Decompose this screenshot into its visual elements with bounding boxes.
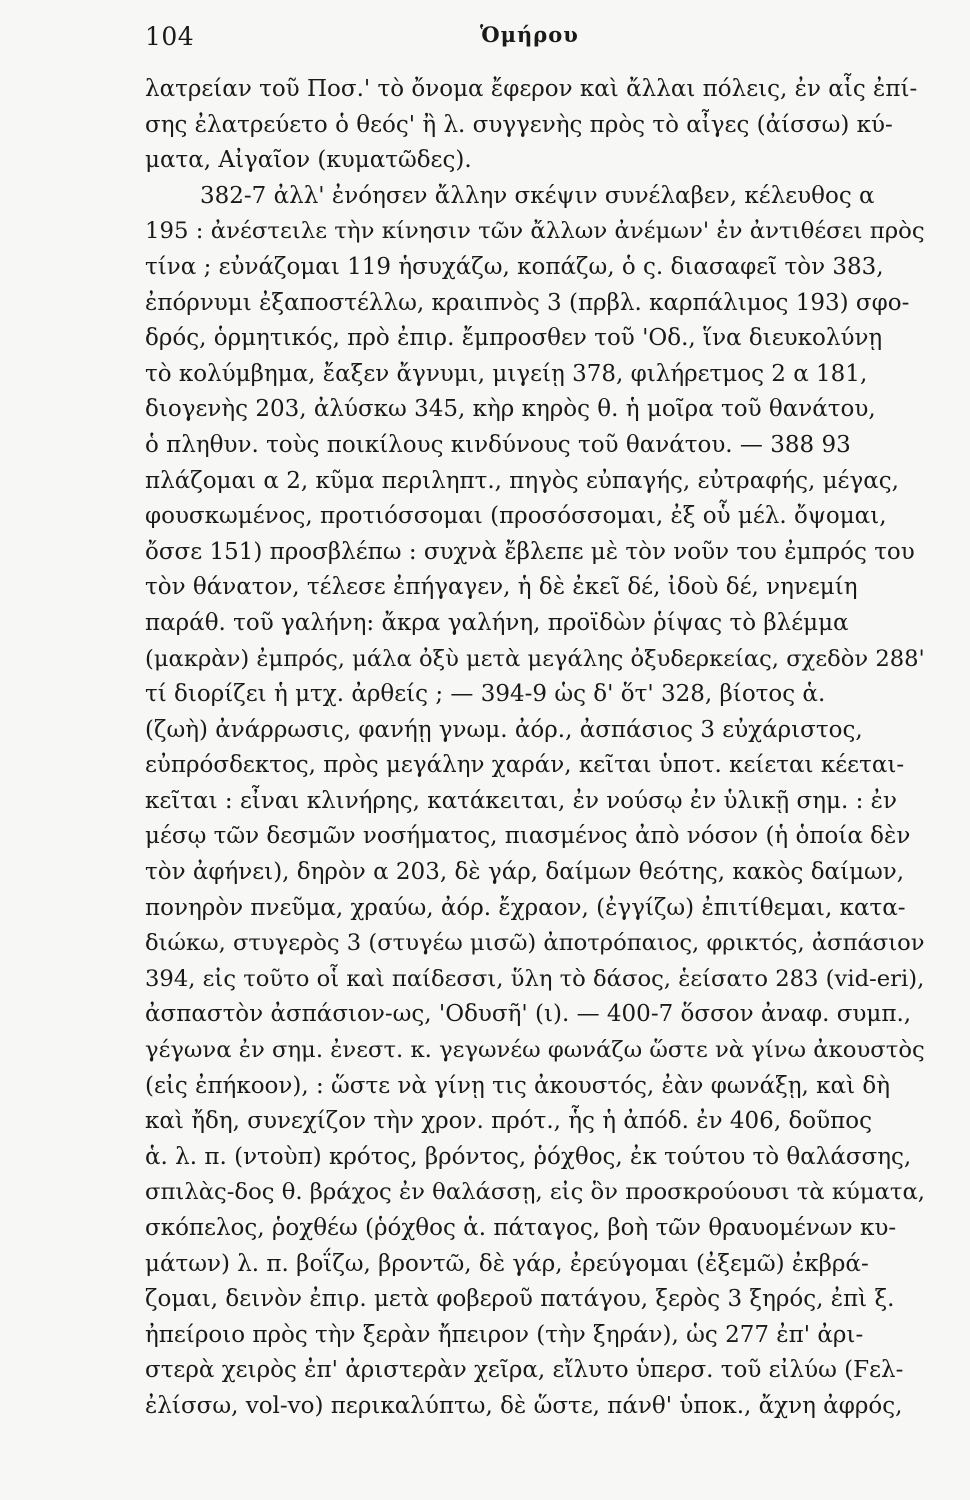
text-line: ἐλίσσω, vol-vo) περικαλύπτω, δὲ ὥστε, πάνθ' ὑποκ., ἄχνη ἀφρός,: [145, 1392, 903, 1419]
page-number: 104: [145, 22, 195, 51]
text-line: γέγωνα ἐν σημ. ἐνεστ. κ. γεγωνέω φωνάζω ὥστε νὰ γίνω ἀκουστὸς: [145, 1037, 925, 1064]
text-line: τὸ κολύμβημα, ἔαξεν ἄγνυμι, μιγείῃ 378, φιλήρετμος 2 α 181,: [145, 360, 868, 387]
text-line: διώκω, στυγερὸς 3 (στυγέω μισῶ) ἀποτρόπαιος, φρικτός, ἀσπάσιον: [145, 930, 925, 957]
text-line: ὄσσε 151) προσβλέπω : συχνὰ ἔβλεπε μὲ τὸν νοῦν του ἐμπρός του: [145, 538, 915, 565]
text-line: φουσκωμένος, προτιόσσομαι (προσόσσομαι, ἐξ οὗ μέλ. ὄψομαι,: [145, 503, 887, 530]
text-line: 394, εἰς τοῦτο οἷ καὶ παίδεσσι, ὕλη τὸ δάσος, ἑείσατο 283 (vid-eri),: [145, 965, 925, 992]
text-line: 195 : ἀνέστειλε τὴν κίνησιν τῶν ἄλλων ἀνέμων' ἐν ἀντιθέσει πρὸς: [145, 218, 925, 245]
text-line: ἁ. λ. π. (ντοὺπ) κρότος, βρόντος, ῥόχθος, ἐκ τούτου τὸ θαλάσσης,: [145, 1143, 912, 1170]
text-line: πλάζομαι α 2, κῦμα περιληπτ., πηγὸς εὐπαγής, εὐτραφής, μέγας,: [145, 467, 899, 494]
commentary-text: [145, 72, 925, 1425]
text-line: τὸν θάνατον, τέλεσε ἐπήγαγεν, ἡ δὲ ἐκεῖ δέ, ἰδοὺ δέ, νηνεμίη: [145, 574, 858, 601]
text-line: παράθ. τοῦ γαλήνη: ἄκρα γαλήνη, προϊδὼν ῥίψας τὸ βλέμμα: [145, 609, 849, 636]
text-line: τίνα ; εὐνάζομαι 119 ἡσυχάζω, κοπάζω, ὁ ς. διασαφεῖ τὸν 383,: [145, 253, 884, 280]
text-line: λατρείαν τοῦ Ποσ.' τὸ ὄνομα ἔφερον καὶ ἄλλαι πόλεις, ἐν αἷς ἐπί-: [145, 76, 918, 102]
text-line: μέσῳ τῶν δεσμῶν νοσήματος, πιασμένος ἀπὸ νόσον (ἡ ὁποία δὲν: [145, 823, 911, 850]
text-line: ἀσπαστὸν ἀσπάσιον-ως, 'Οδυσῆ' (ι). — 400-7 ὅσσον ἀναφ. συμπ.,: [145, 1001, 912, 1028]
text-line: διογενὴς 203, ἀλύσκω 345, κὴρ κηρὸς θ. ἡ μοῖρα τοῦ θανάτου,: [145, 396, 876, 423]
text-line: (ζωὴ) ἀνάρρωσις, φανήῃ γνωμ. ἀόρ., ἀσπάσιος 3 εὐχάριστος,: [145, 716, 863, 743]
page-header: [145, 22, 895, 52]
running-title: Ὁμήρου: [480, 22, 579, 47]
text-line: ἐπόρνυμι ἐξαποστέλλω, κραιπνὸς 3 (πρβλ. καρπάλιμος 193) σφο-: [145, 289, 910, 316]
text-line: δρός, ὁρμητικός, πρὸ ἐπιρ. ἔμπροσθεν τοῦ 'Οδ., ἵνα διευκολύνῃ: [145, 325, 883, 352]
text-line: ὁ πληθυν. τοὺς ποικίλους κινδύνους τοῦ θανάτου. — 388 93: [145, 431, 851, 458]
text-line: 382-7 ἀλλ' ἐνόησεν ἄλλην σκέψιν συνέλαβεν, κέλευθος α: [200, 182, 875, 209]
text-line: καὶ ἤδη, συνεχίζον τὴν χρον. πρότ., ἧς ἡ ἀπόδ. ἐν 406, δοῦπος: [145, 1108, 872, 1135]
text-line: σπιλὰς-δος θ. βράχος ἐν θαλάσσῃ, εἰς ὃν προσκρούουσι τὰ κύματα,: [145, 1179, 925, 1206]
text-line: κεῖται : εἶναι κλινήρης, κατάκειται, ἐν νούσῳ ἐν ὑλικῇ σημ. : ἐν: [145, 787, 897, 814]
text-line: τί διορίζει ἡ μτχ. ἀρθείς ; — 394-9 ὡς δ' ὅτ' 328, βίοτος ἁ.: [145, 681, 826, 708]
text-line: (μακρὰν) ἐμπρός, μάλα ὀξὺ μετὰ μεγάλης ὀξυδερκείας, σχεδὸν 288': [145, 645, 925, 672]
text-line: ἠπείροιο πρὸς τὴν ξερὰν ἤπειρον (τὴν ξηράν), ὡς 277 ἐπ' ἀρι-: [145, 1321, 864, 1348]
text-line: εὐπρόσδεκτος, πρὸς μεγάλην χαράν, κεῖται ὑποτ. κείεται κέεται-: [145, 752, 905, 779]
text-line: ματα, Αἰγαῖον (κυματῶδες).: [145, 147, 472, 174]
text-line: τὸν ἀφήνει), δηρὸν α 203, δὲ γάρ, δαίμων θεότης, κακὸς δαίμων,: [145, 859, 905, 886]
text-line: μάτων) λ. π. βοΐζω, βροντῶ, δὲ γάρ, ἐρεύγομαι (ἐξεμῶ) ἐκβρά-: [145, 1250, 869, 1277]
text-line: σης ἐλατρεύετο ὁ θεός' ἢ λ. συγγενὴς πρὸς τὸ αἶγες (ἀίσσω) κύ-: [145, 111, 893, 138]
text-line: ζομαι, δεινὸν ἐπιρ. μετὰ φοβεροῦ πατάγου, ξερὸς 3 ξηρός, ἐπὶ ξ.: [145, 1286, 895, 1313]
text-line: σκόπελος, ῥοχθέω (ῥόχθος ἁ. πάταγος, βοὴ τῶν θραυομένων κυ-: [145, 1215, 897, 1241]
text-line: (εἰς ἐπήκοον), : ὥστε νὰ γίνῃ τις ἀκουστός, ἐὰν φωνάξῃ, καὶ δὴ: [145, 1072, 891, 1099]
text-line: πονηρὸν πνεῦμα, χραύω, ἀόρ. ἔχραον, (ἐγγίζω) ἐπιτίθεμαι, κατα-: [145, 894, 906, 921]
text-line: στερὰ χειρὸς ἐπ' ἀριστερὰν χεῖρα, εἴλυτο ὑπερσ. τοῦ εἰλύω (Ϝελ-: [145, 1357, 904, 1384]
